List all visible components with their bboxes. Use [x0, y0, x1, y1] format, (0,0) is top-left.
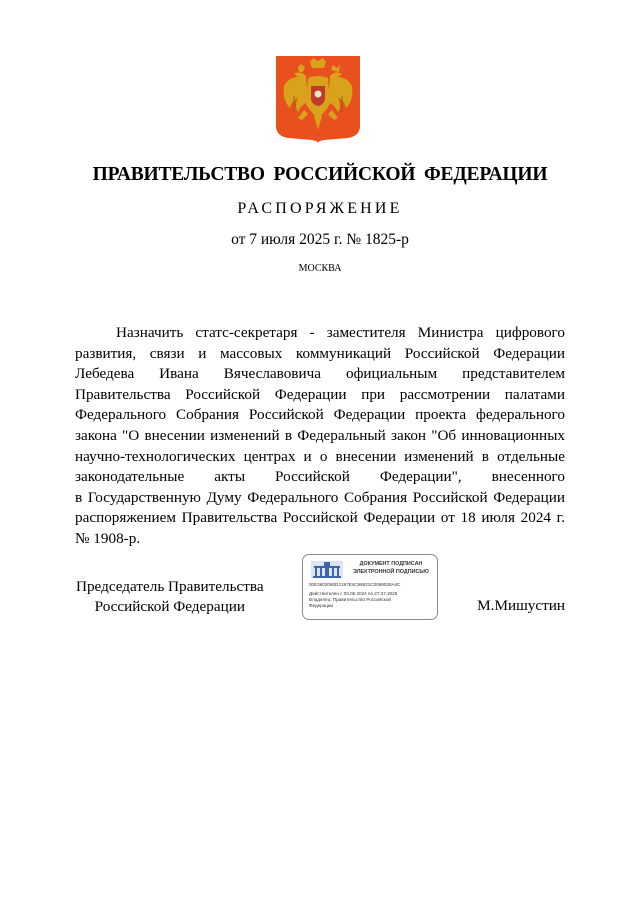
stamp-heading-line: ЭЛЕКТРОННОЙ ПОДПИСЬЮ	[353, 568, 429, 575]
stamp-validity: Действителен с 03.05.2024 по 27.07.2025	[309, 591, 398, 596]
stamp-heading	[347, 561, 435, 576]
stamp-owner: Владелец: Правительство Российской	[309, 597, 391, 602]
signer-name: М.Мишустин	[477, 597, 565, 614]
order-text-line: развития, связи и массовых коммуникаций Российской Федерации	[75, 344, 565, 362]
document-title: ПРАВИТЕЛЬСТВО РОССИЙСКОЙ ФЕДЕРАЦИИ	[92, 164, 548, 185]
order-text-line: Федерального Собрания Российской Федерации проекта федерального	[75, 406, 565, 424]
electronic-signature-stamp	[302, 554, 438, 620]
order-text-line: Назначить статс-секретаря - заместителя Министра цифрового	[116, 324, 565, 341]
signer-position-line: Председатель Правительства	[76, 578, 264, 595]
signer-position	[76, 577, 264, 617]
document-city: МОСКВА	[298, 263, 342, 274]
document-date-number: от 7 июля 2025 г. № 1825-р	[231, 231, 409, 248]
order-text-line: научно-технологических центрах и о внесении изменений в отдельные	[75, 447, 565, 465]
order-text-line: Лебедева Ивана Вячеславовича официальным представителем	[75, 365, 565, 383]
order-text-line: закона "О внесении изменений в Федеральный закон "Об инновационных	[75, 426, 565, 444]
stamp-heading-line: ДОКУМЕНТ ПОДПИСАН	[359, 561, 423, 567]
stamp-certificate: 00E3602060D2197E4C98921C0069028A4C	[309, 582, 401, 587]
stamp-owner: Федерации	[309, 603, 334, 608]
order-text-line: Правительства Российской Федерации при рассмотрении палатами	[75, 385, 565, 403]
order-text	[75, 323, 565, 550]
document-type: РАСПОРЯЖЕНИЕ	[237, 200, 403, 217]
order-text-line: законодательные акты Российской Федерации", внесенного	[75, 468, 565, 486]
order-text-line: № 1908-р.	[75, 529, 141, 547]
order-text-line: в Государственную Думу Федерального Собрания Российской Федерации	[75, 488, 565, 506]
signer-position-line: Российской Федерации	[94, 598, 245, 615]
order-text-line: распоряжением Правительства Российской Федерации от 18 июля 2024 г.	[75, 509, 565, 527]
coat-of-arms-emblem	[276, 56, 360, 143]
government-building-icon	[311, 561, 343, 578]
